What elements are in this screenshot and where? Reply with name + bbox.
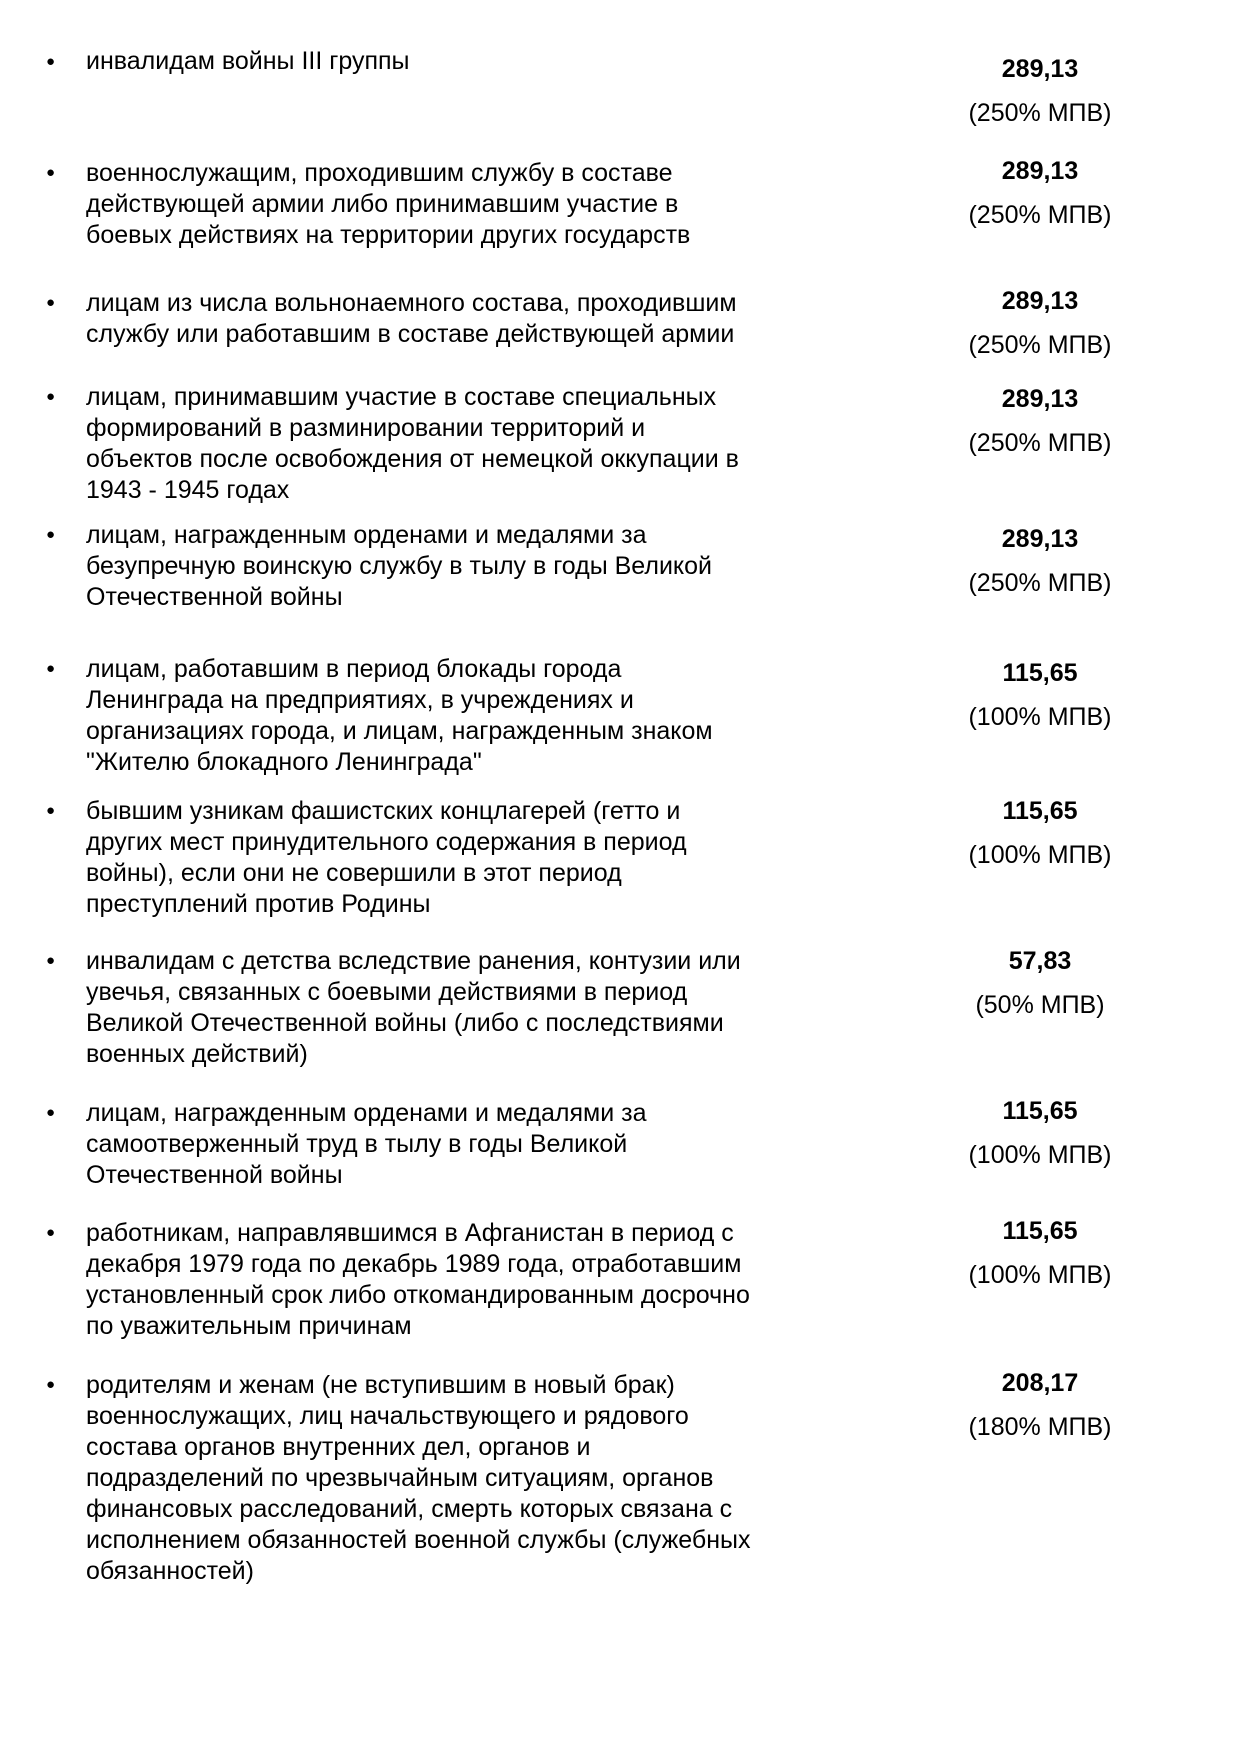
- item-description: [86, 288, 826, 350]
- item-description: [86, 1370, 826, 1587]
- bullet-icon: ●: [46, 294, 56, 311]
- item-amount: 57,83: [1008, 947, 1072, 975]
- bullet-icon: ●: [46, 802, 56, 819]
- item-amount: 289,13: [1001, 385, 1079, 413]
- description-line: других мест принудительного содержания в период: [86, 828, 687, 856]
- item-description: [86, 796, 826, 920]
- item-amount: 289,13: [1001, 157, 1079, 185]
- item-percent: (250% МПВ): [968, 429, 1112, 457]
- bullet-icon: ●: [46, 1104, 56, 1121]
- description-line: финансовых расследований, смерть которых связана с: [86, 1495, 733, 1523]
- item-amount: 115,65: [1002, 1097, 1078, 1125]
- item-amount: 289,13: [1001, 55, 1079, 83]
- item-amount: 208,17: [1001, 1369, 1079, 1397]
- item-percent: (250% МПВ): [968, 99, 1112, 127]
- bullet-icon: ●: [46, 952, 56, 969]
- description-line: военных действий): [86, 1040, 308, 1068]
- item-percent: (100% МПВ): [968, 1141, 1112, 1169]
- item-amount-block: [920, 384, 1160, 459]
- item-amount: 115,65: [1002, 659, 1078, 687]
- item-percent: (250% МПВ): [968, 201, 1112, 229]
- description-line: действующей армии либо принимавшим участие в: [86, 190, 679, 218]
- item-percent: (100% МПВ): [968, 703, 1112, 731]
- item-description: [86, 654, 826, 778]
- description-line: увечья, связанных с боевыми действиями в период: [86, 978, 688, 1006]
- item-amount-block: [920, 156, 1160, 231]
- bullet-icon: ●: [46, 660, 56, 677]
- description-line: бывшим узникам фашистских концлагерей (гетто и: [86, 797, 681, 825]
- item-amount-block: [920, 54, 1160, 129]
- description-line: лицам, принимавшим участие в составе специальных: [86, 383, 717, 411]
- item-percent: (50% МПВ): [975, 991, 1105, 1019]
- bullet-icon: ●: [46, 1224, 56, 1241]
- description-line: лицам, награжденным орденами и медалями за: [86, 521, 647, 549]
- description-line: обязанностей): [86, 1557, 254, 1585]
- item-amount-block: [920, 796, 1160, 871]
- item-percent: (250% МПВ): [968, 569, 1112, 597]
- item-amount-block: [920, 286, 1160, 361]
- item-percent: (100% МПВ): [968, 841, 1112, 869]
- description-line: самоотверженный труд в тылу в годы Великой: [86, 1130, 628, 1158]
- item-amount: 289,13: [1001, 287, 1079, 315]
- item-amount: 289,13: [1001, 525, 1079, 553]
- item-percent: (100% МПВ): [968, 1261, 1112, 1289]
- description-line: "Жителю блокадного Ленинграда": [86, 748, 482, 776]
- description-line: организациях города, и лицам, награжденным знаком: [86, 717, 713, 745]
- description-line: декабря 1979 года по декабрь 1989 года, отработавшим: [86, 1250, 742, 1278]
- bullet-icon: ●: [46, 1376, 56, 1393]
- description-line: Отечественной войны: [86, 583, 343, 611]
- description-line: родителям и женам (не вступившим в новый брак): [86, 1371, 675, 1399]
- item-description: [86, 1098, 826, 1191]
- description-line: по уважительным причинам: [86, 1312, 412, 1340]
- description-line: боевых действиях на территории других государств: [86, 221, 691, 249]
- item-amount-block: [920, 1368, 1160, 1443]
- description-line: службу или работавшим в составе действующей армии: [86, 320, 735, 348]
- item-percent: (250% МПВ): [968, 331, 1112, 359]
- description-line: объектов после освобождения от немецкой оккупации в: [86, 445, 739, 473]
- item-amount-block: [920, 524, 1160, 599]
- description-line: состава органов внутренних дел, органов и: [86, 1433, 591, 1461]
- description-line: лицам, награжденным орденами и медалями за: [86, 1099, 647, 1127]
- item-description: [86, 946, 826, 1070]
- item-amount-block: [920, 946, 1160, 1021]
- description-line: исполнением обязанностей военной службы (служебных: [86, 1526, 751, 1554]
- description-line: лицам, работавшим в период блокады города: [86, 655, 622, 683]
- item-percent: (180% МПВ): [968, 1413, 1112, 1441]
- description-line: безупречную воинскую службу в тылу в годы Великой: [86, 552, 713, 580]
- item-description: [86, 382, 826, 506]
- description-line: установленный срок либо откомандированным досрочно: [86, 1281, 750, 1309]
- description-line: подразделений по чрезвычайным ситуациям, органов: [86, 1464, 714, 1492]
- item-amount-block: [920, 1096, 1160, 1171]
- bullet-icon: ●: [46, 526, 56, 543]
- description-line: Ленинграда на предприятиях, в учреждениях и: [86, 686, 634, 714]
- bullet-icon: ●: [46, 53, 56, 70]
- description-line: формирований в разминировании территорий и: [86, 414, 646, 442]
- item-amount: 115,65: [1002, 1217, 1078, 1245]
- description-line: 1943 - 1945 годах: [86, 476, 290, 504]
- description-line: Отечественной войны: [86, 1161, 343, 1189]
- bullet-icon: ●: [46, 388, 56, 405]
- item-description: [86, 520, 826, 613]
- item-amount: 115,65: [1002, 797, 1078, 825]
- item-amount-block: [920, 1216, 1160, 1291]
- item-amount-block: [920, 658, 1160, 733]
- description-line: лицам из числа вольнонаемного состава, проходившим: [86, 289, 737, 317]
- description-line: инвалидам с детства вследствие ранения, контузии или: [86, 947, 741, 975]
- description-line: войны), если они не совершили в этот период: [86, 859, 622, 887]
- description-line: Великой Отечественной войны (либо с последствиями: [86, 1009, 724, 1037]
- item-description: [86, 1218, 826, 1342]
- description-line: военнослужащим, проходившим службу в составе: [86, 159, 673, 187]
- bullet-icon: ●: [46, 164, 56, 181]
- description-line: преступлений против Родины: [86, 890, 431, 918]
- description-line: инвалидам войны III группы: [86, 47, 410, 75]
- description-line: военнослужащих, лиц начальствующего и рядового: [86, 1402, 689, 1430]
- item-description: [86, 158, 826, 251]
- item-description: [86, 46, 826, 77]
- description-line: работникам, направлявшимся в Афганистан в период с: [86, 1219, 734, 1247]
